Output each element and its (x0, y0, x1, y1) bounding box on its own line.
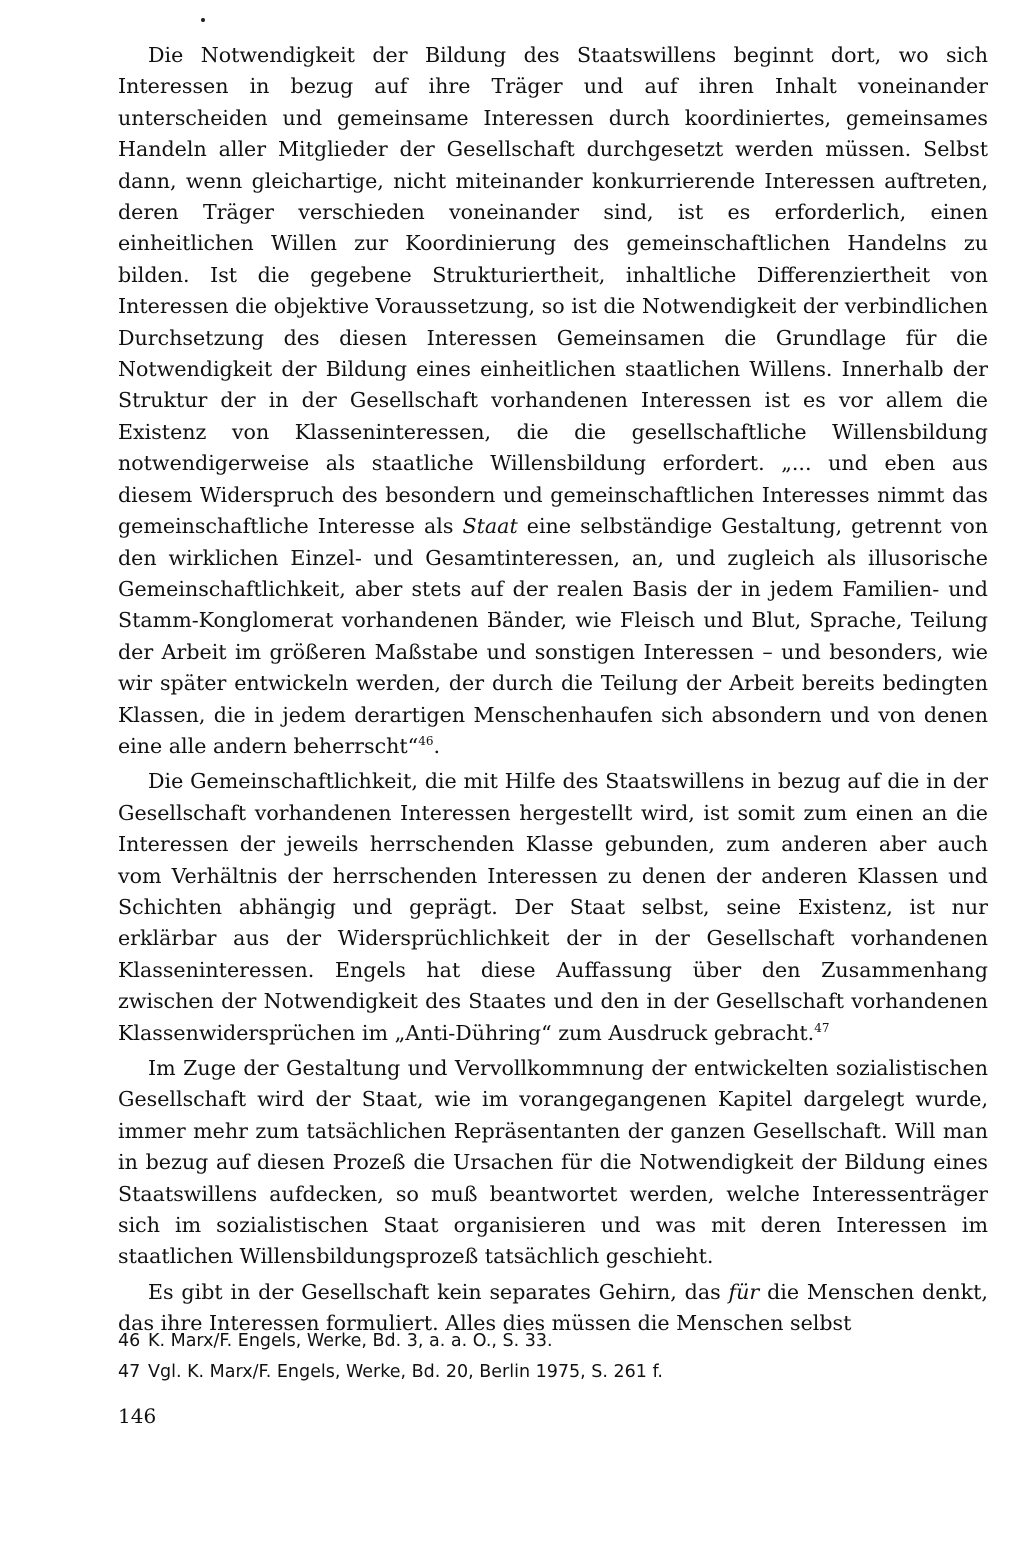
paragraph-1-emphasis: Staat (462, 514, 518, 539)
paragraph-1 (118, 40, 988, 762)
footnote-number: 46 (118, 1331, 141, 1351)
paragraph-1-end: . (433, 733, 441, 758)
footnote-46 (118, 1326, 988, 1357)
page-number: 146 (118, 1404, 157, 1428)
paragraph-1-text: Die Notwendigkeit der Bildung des Staatswillens beginnt dort, wo sich Interessen in bezug auf ihre Träger und auf ihren Inhalt voneinander unterscheiden und gemeinsame Interessen durch koordiniertes, gemeinsames Handeln aller Mitglieder der Gesellschaft durchgesetzt werden müssen. Selbst dann, wenn gleichartige, nicht miteinander konkurrierende Interessen auftreten, deren Träger verschieden voneinander sind, ist es erforderlich, einen einheitlichen Willen zur Koordinierung des gemeinschaftlichen Handelns zu bilden. Ist die gegebene Strukturiertheit, inhaltliche Differenziertheit von Interessen die objektive Voraussetzung, so ist die Notwendigkeit der verbindlichen Durchsetzung des diesen Interessen Gemeinsamen die Grundlage für die Notwendigkeit der Bildung eines einheitlichen staatlichen Willens. Innerhalb der Struktur der in der Gesellschaft vorhandenen Interessen ist es vor allem die Existenz von Klasseninteressen, die die gesellschaftliche Willensbildung notwendigerweise als staatliche Willensbildung erfordert. „... und eben aus diesem Widerspruch des besondern und gemeinschaftlichen Interesses nimmt das gemeinschaftliche Interesse als (118, 43, 988, 539)
footnotes (118, 1326, 988, 1388)
body-text (118, 40, 988, 1340)
footnote-ref-47[interactable]: 47 (814, 1020, 830, 1035)
paragraph-3 (118, 1053, 988, 1273)
paragraph-4-text: Es gibt in der Gesellschaft kein separates Gehirn, das (148, 1279, 729, 1304)
footnote-ref-46[interactable]: 46 (418, 734, 434, 749)
paragraph-1-text-cont: eine selbständige Gestaltung, getrennt von den wirklichen Einzel- und Gesamtinteressen, an, und zugleich als illusorische Gemeinschaftlichkeit, aber stets auf der realen Basis der in jedem Familien- und Stamm-Konglomerat vorhandenen Bänder, wie Fleisch und Blut, Sprache, Teilung der Arbeit im größeren Maßstabe und sonstigen Interessen – und besonders, wie wir später entwickeln werden, der durch die Teilung der Arbeit bereits bedingten Klassen, die in jedem derartigen Menschenhaufen sich absondern und von denen eine alle andern beherrscht“ (118, 514, 988, 758)
paragraph-4-emphasis: für (728, 1279, 760, 1304)
paragraph-2 (118, 766, 988, 1049)
footnote-47 (118, 1357, 988, 1388)
paragraph-2-text: Die Gemeinschaftlichkeit, die mit Hilfe des Staatswillens in bezug auf die in der Gesellschaft vorhandenen Interessen hergestellt wird, ist somit zum einen an die Interessen der jeweils herrschenden Klasse gebunden, zum anderen aber auch vom Verhältnis der herrschenden Interessen zu denen der anderen Klassen und Schichten abhängig und geprägt. Der Staat selbst, seine Existenz, ist nur erklärbar aus der Widersprüchlichkeit der in der Gesellschaft vorhandenen Klasseninteressen. Engels hat diese Auffassung über den Zusammenhang zwischen der Notwendigkeit des Staates und den in der Gesellschaft vorhandenen Klassenwidersprüchen im „Anti-Dühring“ zum Ausdruck gebracht. (118, 769, 988, 1045)
paragraph-3-text: Im Zuge der Gestaltung und Vervollkommnung der entwickelten sozialistischen Gesellschaft wird der Staat, wie im vorangegangenen Kapitel dargelegt wurde, immer mehr zum tatsächlichen Repräsentanten der ganzen Gesellschaft. Will man in bezug auf diesen Prozeß die Ursachen für die Notwendigkeit der Bildung eines Staatswillens aufdecken, so muß beantwortet werden, welche Interessenträger sich im sozialistischen Staat organisieren und was mit deren Interessen im staatlichen Willensbildungsprozeß tatsächlich geschieht. (118, 1056, 988, 1269)
stray-dot-mark (201, 18, 205, 22)
paragraph-4-text-cont: die Menschen denkt, das ihre Interessen formuliert. Alles dies müssen die Menschen selbst (118, 1279, 988, 1336)
footnote-text: Vgl. K. Marx/F. Engels, Werke, Bd. 20, Berlin 1975, S. 261 f. (148, 1362, 663, 1382)
footnote-number: 47 (118, 1362, 141, 1382)
footnote-text: K. Marx/F. Engels, Werke, Bd. 3, a. a. O., S. 33. (148, 1331, 553, 1351)
